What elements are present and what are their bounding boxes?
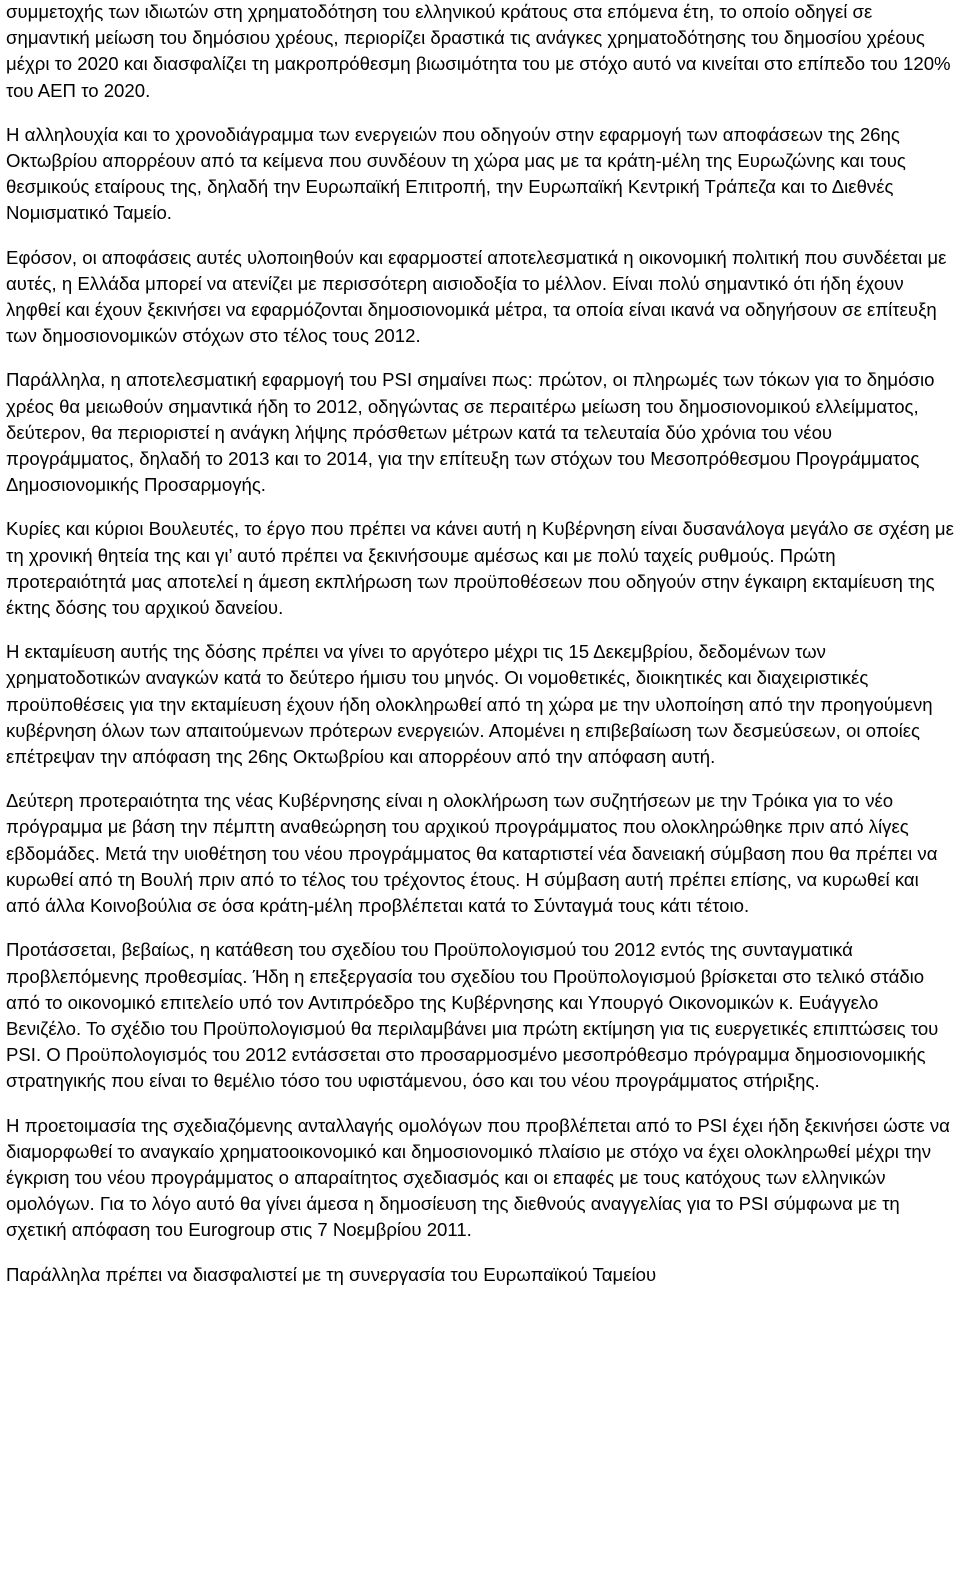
paragraph: Δεύτερη προτεραιότητα της νέας Κυβέρνησης είναι η ολοκλήρωση των συζητήσεων με την Τρόικα για το νέο πρόγραμμα με βάση την πέμπτη αναθεώρηση του αρχικού προγράμματος που ολοκληρώθηκε πριν από λίγες εβδομάδες. Μετά την υιοθέτηση του νέου προγράμματος θα καταρτιστεί νέα δανειακή σύμβαση που θα πρέπει να κυρωθεί από τη Βουλή πριν από το τέλος του τρέχοντος έτους. Η σύμβαση αυτή πρέπει επίσης, να κυρωθεί και από άλλα Κοινοβούλια σε όσα κράτη-μέλη προβλέπεται κατά το Σύνταγμά τους κάτι τέτοιο. — [6, 790, 938, 917]
paragraph: Η αλληλουχία και το χρονοδιάγραμμα των ενεργειών που οδηγούν στην εφαρμογή των αποφάσεων της 26ης Οκτωβρίου απορρέουν από τα κείμενα που συνδέουν τη χώρα μας με τα κράτη-μέλη της Ευρωζώνης και τους θεσμικούς εταίρους της, δηλαδή την Ευρωπαϊκή Επιτροπή, την Ευρωπαϊκή Κεντρική Τράπεζα και το Διεθνές Νομισματικό Ταμείο. — [6, 123, 906, 224]
paragraph: Η προετοιμασία της σχεδιαζόμενης ανταλλαγής ομολόγων που προβλέπεται από το PSI έχει ήδη ξεκινήσει ώστε να διαμορφωθεί το αναγκαίο χρηματοοικονομικό και δημοσιονομικό πλαίσιο με στόχο να έχει ολοκληρωθεί μέχρι την έγκριση του νέου προγράμματος ο απαραίτητος σχεδιασμός και οι επαφές με τους κατόχους των ελληνικών ομολόγων. Για το λόγο αυτό θα γίνει άμεσα η δημοσίευση της διεθνούς αναγγελίας για το PSI σύμφωνα με τη σχετική απόφαση του Eurogroup στις 7 Νοεμβρίου 2011. — [6, 1114, 950, 1241]
paragraph: Η εκταμίευση αυτής της δόσης πρέπει να γίνει το αργότερο μέχρι τις 15 Δεκεμβρίου, δεδομένων των χρηματοδοτικών αναγκών κατά το δεύτερο ήμισυ του μηνός. Οι νομοθετικές, διοικητικές και διαχειριστικές προϋποθέσεις για την εκταμίευση έχουν ήδη ολοκληρωθεί από τη χώρα με την υλοποίηση από την προηγούμενη κυβέρνηση όλων των απαιτούμενων πρότερων ενεργειών. Απομένει η επιβεβαίωση των δεσμεύσεων, οι οποίες επέτρεψαν την απόφαση της 26ης Οκτωβρίου και απορρέουν από την απόφαση αυτή. — [6, 641, 933, 768]
paragraph: συμμετοχής των ιδιωτών στη χρηματοδότηση του ελληνικού κράτους στα επόμενα έτη, το οποίο οδηγεί σε σημαντική μείωση του δημόσιου χρέους, περιορίζει δραστικά τις ανάγκες χρηματοδότησης του δημοσίου χρέους μέχρι το 2020 και διασφαλίζει τη μακροπρόθεσμη βιωσιμότητα του με στόχο αυτό να κινείται στο επίπεδο του 120% του ΑΕΠ το 2020. — [6, 1, 951, 101]
paragraph: Εφόσον, οι αποφάσεις αυτές υλοποιηθούν και εφαρμοστεί αποτελεσματικά η οικονομική πολιτική που συνδέεται με αυτές, η Ελλάδα μπορεί να ατενίζει με περισσότερη αισιοδοξία το μέλλον. Είναι πολύ σημαντικό ότι ήδη έχουν ληφθεί και έχουν ξεκινήσει να εφαρμόζονται δημοσιονομικά μέτρα, τα οποία είναι ικανά να οδηγήσουν σε επίτευξη των δημοσιονομικών στόχων στο τέλος τους 2012. — [6, 246, 947, 347]
document-page — [6, 0, 954, 1306]
paragraph: Προτάσσεται, βεβαίως, η κατάθεση του σχεδίου του Προϋπολογισμού του 2012 εντός της συνταγματικά προβλεπόμενης προθεσμίας. Ήδη η επεξεργασία του σχεδίου του Προϋπολογισμού βρίσκεται στο τελικό στάδιο από το οικονομικό επιτελείο υπό τον Αντιπρόεδρο της Κυβέρνησης και Υπουργό Οικονομικών κ. Ευάγγελο Βενιζέλο. Το σχέδιο του Προϋπολογισμού θα περιλαμβάνει μια πρώτη εκτίμηση για τις ευεργετικές επιπτώσεις του PSI. Ο Προϋπολογισμός του 2012 εντάσσεται στο προσαρμοσμένο μεσοπρόθεσμο πρόγραμμα δημοσιονομικής στρατηγικής που είναι το θεμέλιο τόσο του υφιστάμενου, όσο και του νέου προγράμματος στήριξης. — [6, 939, 939, 1092]
paragraph: Παράλληλα πρέπει να διασφαλιστεί με τη συνεργασία του Ευρωπαϊκού Ταμείου — [6, 1263, 657, 1285]
paragraph: Κυρίες και κύριοι Βουλευτές, το έργο που πρέπει να κάνει αυτή η Κυβέρνηση είναι δυσανάλογα μεγάλο σε σχέση με τη χρονική θητεία της και γι’ αυτό πρέπει να ξεκινήσουμε αμέσως και με πολύ ταχείς ρυθμούς. Πρώτη προτεραιότητά μας αποτελεί η άμεση εκπλήρωση των προϋποθέσεων που οδηγούν στην έγκαιρη εκταμίευση της έκτης δόσης του αρχικού δανείου. — [6, 518, 954, 619]
paragraph: Παράλληλα, η αποτελεσματική εφαρμογή του PSI σημαίνει πως: πρώτον, οι πληρωμές των τόκων για το δημόσιο χρέος θα μειωθούν σημαντικά ήδη το 2012, οδηγώντας σε περαιτέρω μείωση του δημοσιονομικού ελλείμματος, δεύτερον, θα περιοριστεί η ανάγκη λήψης πρόσθετων μέτρων κατά τα τελευταία δύο χρόνια του νέου προγράμματος, δηλαδή το 2013 και το 2014, για την επίτευξη των στόχων του Μεσοπρόθεσμου Προγράμματος Δημοσιονομικής Προσαρμογής. — [6, 369, 935, 496]
